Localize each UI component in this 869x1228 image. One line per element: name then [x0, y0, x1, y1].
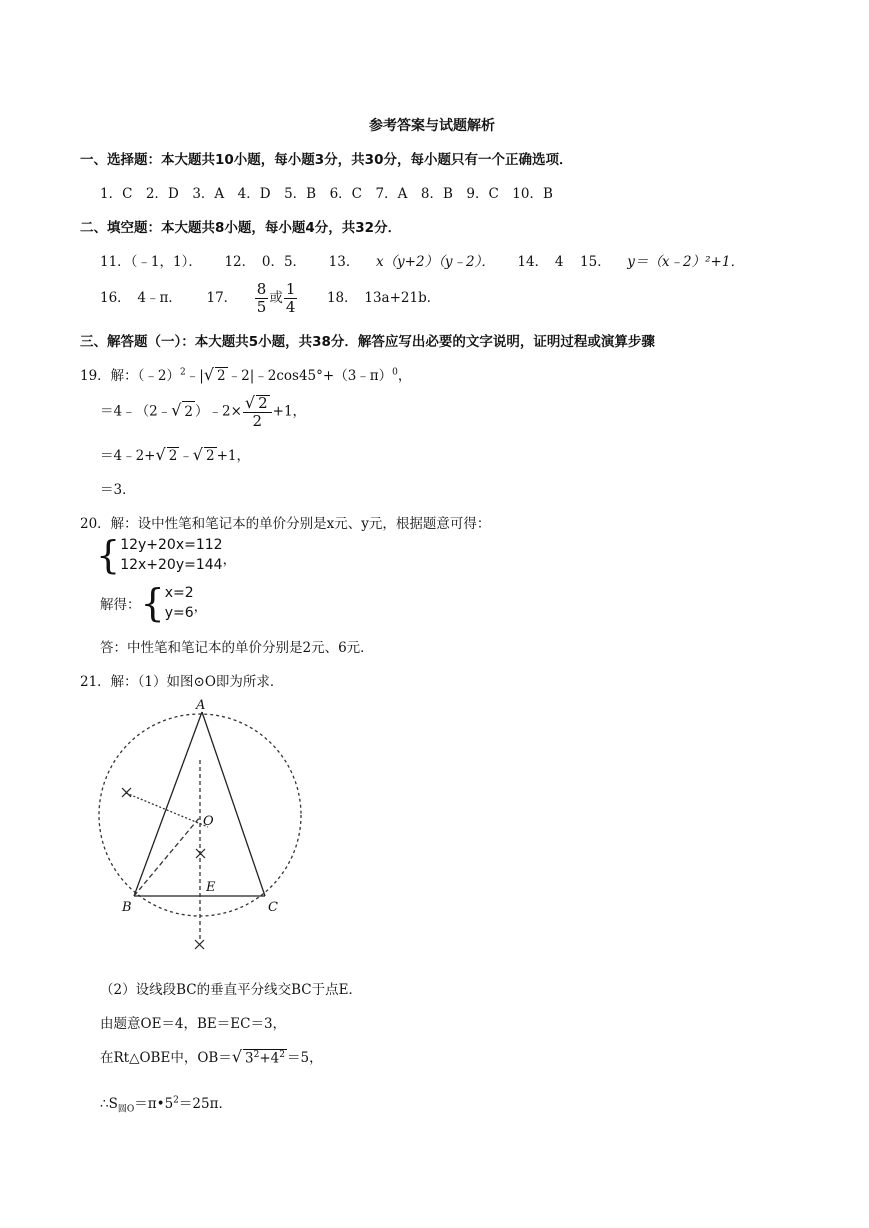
answer-q18: 18． 13a+21b．	[326, 290, 441, 306]
circumcircle	[99, 714, 301, 916]
answer-q14: 14． 4	[517, 254, 564, 270]
fraction-denominator: 2	[252, 412, 263, 430]
q21-part2: （2）设线段BC的垂直平分线交BC于点E．	[100, 982, 362, 998]
left-brace: {	[140, 581, 165, 625]
exponent: 2	[180, 367, 186, 378]
q19-text: ＝4﹣2+	[100, 448, 156, 464]
section-heading-choice: 一、选择题：本大题共10小题，每小题3分，共30分，每小题只有一个正确选项．	[80, 152, 573, 168]
section-heading-solve: 三、解答题（一）：本大题共5小题，共38分．解答应写出必要的文字说明，证明过程或演算步骤	[80, 334, 655, 350]
answer-q11: 11．（﹣1，1）．	[100, 254, 202, 270]
sqrt-symbol: √	[244, 393, 256, 412]
q21-line-1: 21．解：（1）如图⊙O即为所求．	[80, 674, 284, 690]
equation-1: 12y+20x=112	[120, 537, 223, 553]
q19-text: ＝4﹣（2﹣	[100, 403, 172, 420]
q21-text: ＝5，	[286, 1050, 323, 1066]
label-q13: 13．	[328, 254, 360, 270]
cross-marks	[122, 788, 205, 949]
q19-line-4: ＝3．	[100, 482, 136, 498]
q21-text: ＝25π．	[178, 1096, 232, 1112]
q21-area	[100, 1092, 232, 1115]
radicand: 2	[182, 401, 195, 422]
sqrt-symbol: √	[155, 445, 166, 464]
q19-text: ，	[397, 368, 412, 384]
base-3: 3	[245, 1050, 254, 1066]
q19-text: +1，	[216, 448, 250, 464]
subscript: 圆O	[117, 1104, 135, 1115]
label-e: E	[206, 880, 216, 895]
q19-text: ﹣	[179, 448, 193, 464]
q20-answer: 答：中性笔和笔记本的单价分别是2元、6元．	[100, 640, 374, 656]
radicand: 2	[206, 448, 215, 464]
fraction-8-5	[255, 282, 269, 315]
q20-line-1: 20．解：设中性笔和笔记本的单价分别是x元、y元，根据题意可得：	[80, 516, 491, 532]
q17-or: 或	[269, 290, 283, 306]
answer-q13: x（y+2）（y﹣2）．	[375, 254, 495, 270]
label-o: O	[203, 814, 214, 829]
radicand: 2	[217, 368, 226, 384]
answer-q12: 12． 0．5．	[224, 254, 307, 270]
solution-2: y=6	[164, 605, 194, 621]
fill-row-2	[100, 282, 440, 315]
label-q17: 17．	[206, 290, 238, 306]
answer-q15: y＝（x﹣2）²+1．	[627, 254, 744, 270]
q21-rt-triangle	[100, 1046, 323, 1066]
fill-row-1	[100, 250, 744, 270]
q19-line-2	[100, 395, 306, 429]
q19-text: ﹣|	[185, 368, 204, 384]
q19-text: 19．解：（﹣2）	[80, 368, 181, 384]
q21-given: 由题意OE＝4，BE＝EC＝3，	[100, 1016, 287, 1032]
q19-text: ）﹣2×	[194, 403, 242, 420]
side-ac	[202, 712, 265, 896]
mc-answers: 1．C 2．D 3．A 4．D 5．B 6．C 7．A 8．B 9．C 10．B	[100, 186, 553, 202]
sqrt-symbol: √	[171, 400, 182, 420]
fraction-1-4	[284, 282, 298, 315]
solve-label: 解得：	[100, 597, 141, 613]
sqrt-symbol: √	[192, 445, 203, 464]
page-title: 参考答案与试题解析	[369, 118, 495, 134]
q19-text: +1，	[272, 403, 307, 420]
radicand	[243, 1049, 287, 1067]
label-c: C	[268, 900, 278, 915]
fraction-numerator	[243, 395, 272, 413]
radicand: 2	[168, 448, 178, 464]
q19-text: ﹣2|﹣2cos45°+（3﹣π）	[227, 368, 393, 384]
q19-line-3	[100, 444, 250, 464]
label-a: A	[196, 698, 206, 713]
fraction-numerator: 8	[256, 280, 267, 298]
equation-system	[96, 535, 236, 575]
exponent: 2	[253, 1049, 260, 1060]
side-ab	[134, 712, 202, 896]
sqrt-symbol: √	[203, 365, 215, 384]
geometry-figure	[90, 695, 310, 965]
solution-1: x=2	[164, 585, 194, 601]
equations	[120, 535, 222, 575]
solution-system	[100, 583, 207, 623]
segment-ob	[134, 817, 200, 896]
solution-tail: ，	[193, 599, 208, 615]
left-brace: {	[96, 533, 121, 577]
section-heading-fill: 二、填空题：本大题共8小题，每小题4分，共32分．	[80, 220, 402, 236]
fraction-denominator: 4	[285, 298, 296, 316]
label-q15: 15．	[580, 254, 611, 270]
q19-line-1	[80, 364, 411, 384]
q21-text: 在Rt△OBE中，OB＝	[100, 1050, 232, 1066]
fraction-sqrt2-over-2	[243, 395, 272, 429]
answer-q16: 16． 4﹣π．	[100, 290, 182, 306]
q21-text: ＝π•5	[134, 1096, 174, 1112]
radicand: 2	[258, 394, 268, 412]
exponent: 2	[173, 1095, 179, 1106]
exponent: 2	[279, 1049, 285, 1060]
equation-tail: ，	[222, 552, 237, 568]
plus-4: +4	[259, 1050, 280, 1066]
sqrt-symbol: √	[231, 1047, 243, 1066]
fraction-numerator: 1	[285, 280, 296, 298]
label-b: B	[122, 900, 132, 915]
equation-2: 12x+20y=144	[120, 557, 223, 573]
exponent: 0	[392, 367, 398, 378]
solutions	[165, 583, 194, 623]
fraction-denominator: 5	[256, 298, 267, 316]
q21-text: ∴S	[100, 1096, 118, 1112]
